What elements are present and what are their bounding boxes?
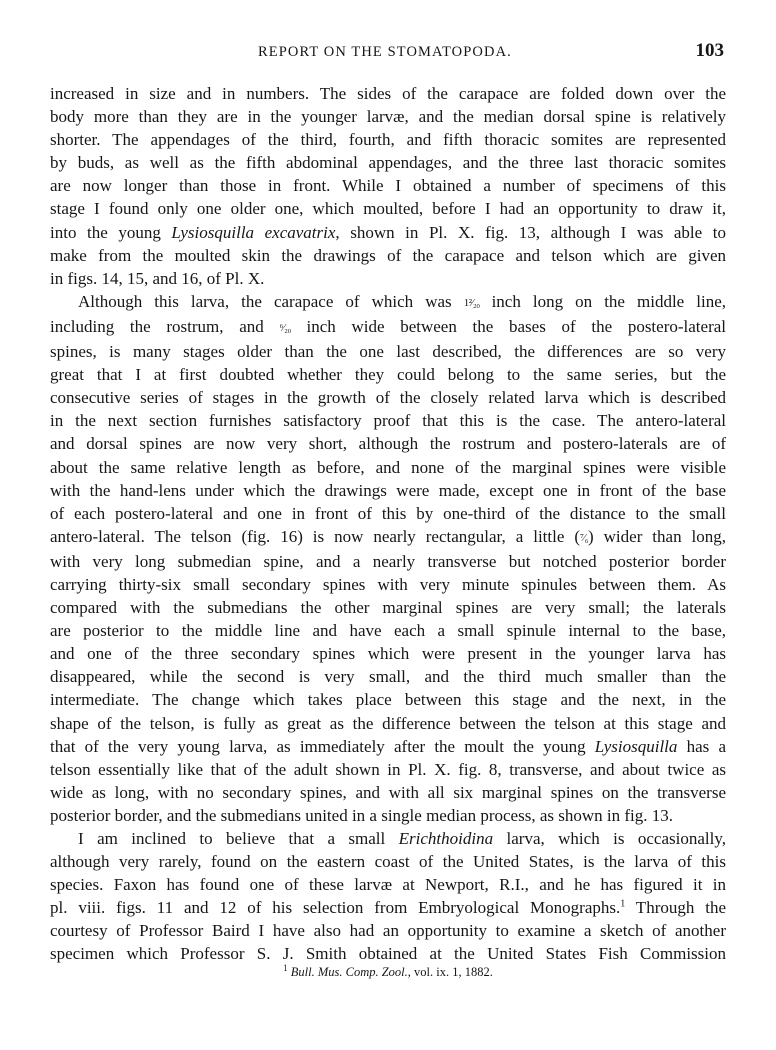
fraction: ⁶⁄₂₀ — [279, 321, 291, 334]
text-line: and dorsal spines are now very short, although the rostrum and postero-laterals are of — [50, 434, 726, 454]
text-line: great that I at first doubted whether they could belong to the same series, but the — [50, 365, 726, 385]
journal-title: Bull. Mus. Comp. Zool. — [290, 965, 408, 980]
text-line: with the hand-lens under which the drawings were made, except one in front of the base — [50, 480, 726, 500]
species-name: Lysiosquilla — [594, 736, 678, 756]
text-line: I am inclined to believe that a small Erichthoidina larva, which is occasionally, — [78, 829, 726, 848]
text-line: pl. viii. figs. 11 and 12 of his selection from Embryological Monographs.$^1$ Through the — [50, 898, 726, 918]
paragraph-1 — [50, 82, 726, 290]
running-title: REPORT ON THE STOMATOPODA. — [258, 44, 512, 60]
text-line: spines, is many stages older than the one last described, the differences are so very — [50, 342, 726, 362]
body-text — [50, 82, 726, 966]
fraction: ⁷⁄₆ — [580, 531, 589, 544]
text-line: carrying thirty-six small secondary spines with very minute spinules between them. As — [50, 574, 726, 594]
paragraph-3 — [50, 827, 726, 966]
text-line: intermediate. The change which takes place between this stage and the next, in the — [50, 690, 726, 710]
text-line: consecutive series of stages in the growth of the closely related larva which is described — [50, 388, 726, 408]
text-line: species. Faxon has found one of these larvæ at Newport, R.I., and he has figured it in — [50, 875, 726, 895]
text-line: stage I found only one older one, which moulted, before I had an opportunity to draw it, — [50, 199, 726, 219]
text-line: increased in size and in numbers. The sides of the carapace are folded down over the — [50, 84, 726, 103]
text-line: including the rostrum, and ⁶⁄₂₀ inch wide between the bases of the postero-lateral — [50, 315, 726, 340]
text-line: in the next section furnishes satisfactory proof that this is the case. The antero-lateral — [50, 411, 726, 431]
text-line: antero-lateral. The telson (fig. 16) is now nearly rectangular, a little (⁷⁄₆) wider than long, — [50, 525, 726, 550]
text-line: of each postero-lateral and one in front of this by one-third of the distance to the small — [50, 503, 726, 523]
text-line: shorter. The appendages of the third, fourth, and fifth thoracic somites are represented — [50, 130, 726, 150]
species-name: Lysiosquilla excavatrix — [171, 222, 336, 242]
page-number: 103 — [695, 40, 724, 61]
text-line: shape of the telson, is fully as great as the difference between the telson at this stage and — [50, 713, 726, 733]
text-line: are now longer than those in front. While I obtained a number of specimens of this — [50, 176, 726, 196]
footnote-mark: 1 — [283, 963, 288, 973]
text-line: are posterior to the middle line and have each a small spinule internal to the base, — [50, 621, 726, 641]
text-line: wide as long, with no secondary spines, and with all six marginal spines on the transverse — [50, 782, 726, 802]
text-line: and one of the three secondary spines which were present in the younger larva has — [50, 644, 726, 664]
text-line: that of the very young larva, as immediately after the moult the young Lysiosquilla has a — [50, 736, 726, 756]
genus-name: Erichthoidina — [398, 829, 494, 848]
text-line: body more than they are in the younger larvæ, and the median dorsal spine is relatively — [50, 107, 726, 127]
footnote — [50, 963, 726, 980]
text-line: Although this larva, the carapace of which was 1²⁄₂₀ inch long on the middle line, — [50, 290, 726, 315]
text-line: courtesy of Professor Baird I have also had an opportunity to examine a sketch of another — [50, 921, 726, 941]
text-line: posterior border, and the submedians united in a single median process, as shown in fig. 13. — [50, 805, 673, 825]
text-line: by buds, as well as the fifth abdominal appendages, and the three last thoracic somites — [50, 153, 726, 173]
text-line: telson essentially like that of the adult shown in Pl. X. fig. 8, transverse, and about twice as — [50, 759, 726, 779]
footnote-reference: 1 — [620, 898, 626, 910]
text-line: in figs. 14, 15, and 16, of Pl. X. — [50, 268, 265, 288]
text-line: compared with the submedians the other marginal spines are very small; the laterals — [50, 598, 726, 618]
running-head — [48, 40, 724, 64]
paragraph-2 — [50, 290, 726, 827]
text-line: into the young Lysiosquilla excavatrix, shown in Pl. X. fig. 13, although I was able to — [50, 222, 726, 242]
footnote-citation: , vol. ix. 1, 1882. — [407, 965, 493, 980]
text-line: although very rarely, found on the eastern coast of the United States, is the larva of this — [50, 852, 726, 872]
text-line: specimen which Professor S. J. Smith obtained at the United States Fish Commission — [50, 944, 726, 964]
text-line: about the same relative length as before, and none of the marginal spines were visible — [50, 457, 726, 477]
text-line: disappeared, while the second is very small, and the third much smaller than the — [50, 667, 726, 687]
text-line: make from the moulted skin the drawings of the carapace and telson which are given — [50, 245, 726, 265]
fraction: 1²⁄₂₀ — [463, 296, 480, 309]
text-line: with very long submedian spine, and a nearly transverse but notched posterior border — [50, 551, 726, 571]
